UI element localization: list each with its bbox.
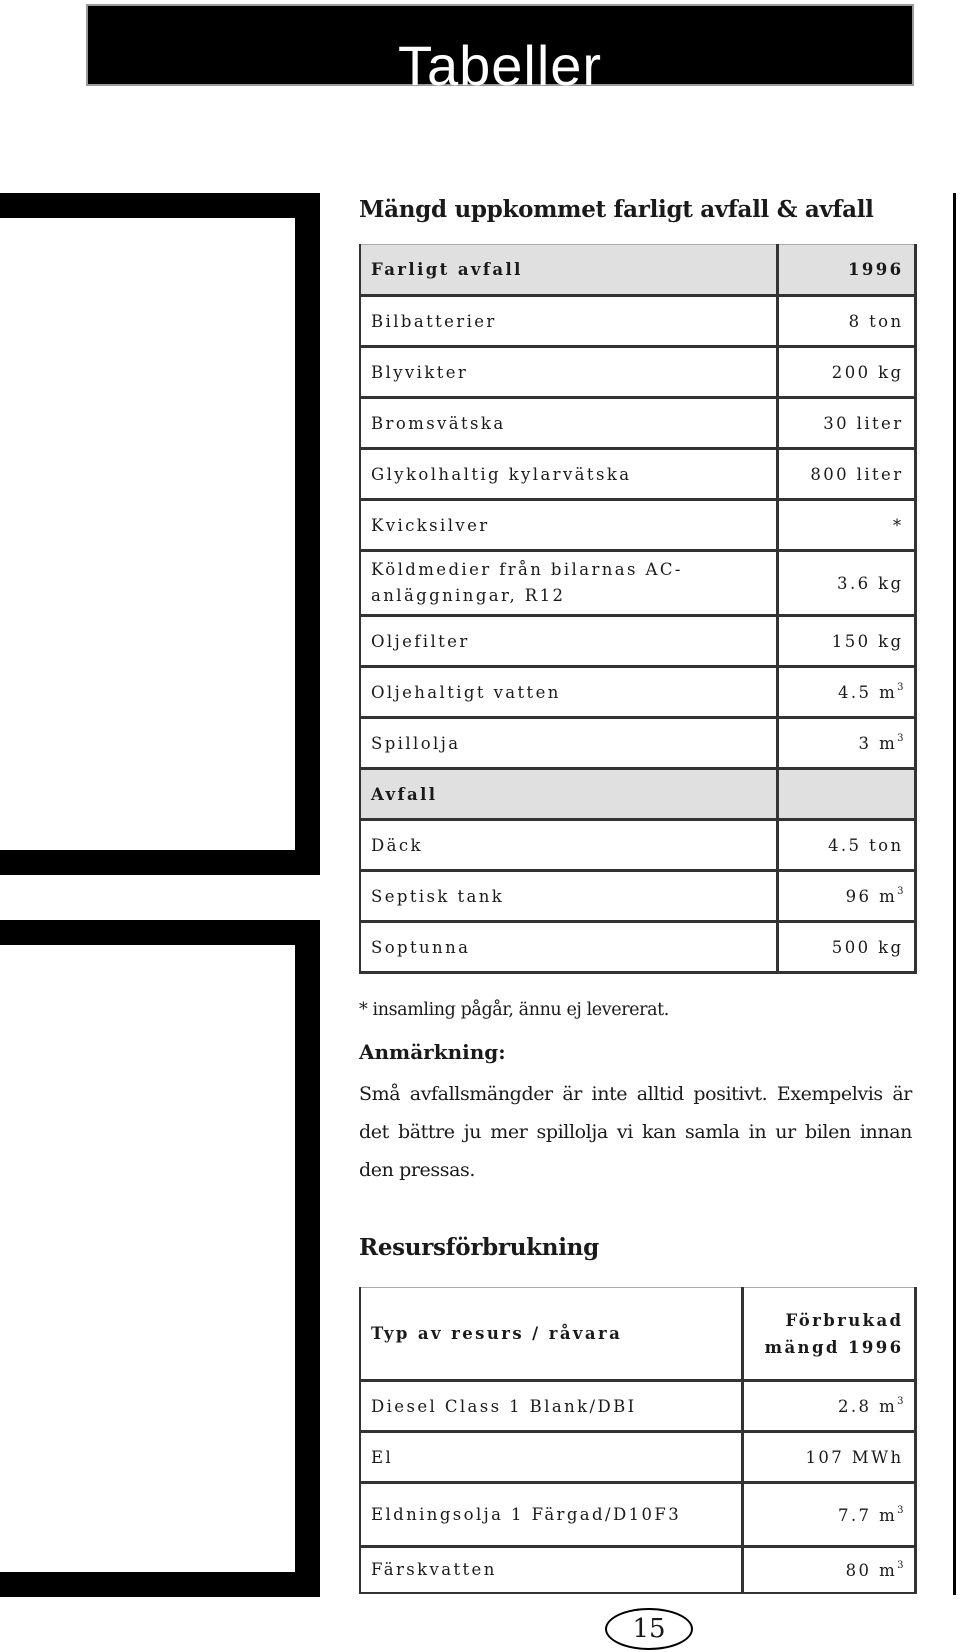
table-row xyxy=(360,616,915,667)
row-value: 3 $m^3$ xyxy=(777,718,915,769)
row-value: * xyxy=(777,500,915,551)
table-subheader-row xyxy=(360,769,915,820)
decor-bracket-top-bar xyxy=(0,193,320,218)
table-row xyxy=(360,296,915,347)
table-row xyxy=(360,449,915,500)
unit-superscript: 3 xyxy=(897,886,904,897)
unit-superscript: 3 xyxy=(897,1559,904,1571)
row-value: 150 kg xyxy=(777,616,915,667)
decor-bracket-top-foot xyxy=(0,850,320,875)
row-value: 4.5 $m^3$ xyxy=(777,667,915,718)
table-row xyxy=(360,871,915,922)
unit-superscript: 3 xyxy=(897,1396,904,1407)
footnote: * insamling pågår, ännu ej levererat. xyxy=(359,1000,669,1020)
decor-bracket-top-stem xyxy=(295,193,320,875)
row-label: Spillolja xyxy=(360,718,777,769)
table-row xyxy=(360,1547,915,1593)
table-row xyxy=(360,922,915,973)
page-title: Tabeller xyxy=(397,34,603,97)
table-row xyxy=(360,820,915,871)
row-value: 8 ton xyxy=(777,296,915,347)
row-label: Kvicksilver xyxy=(360,500,777,551)
remark-text: Små avfallsmängder är inte alltid positivt. Exempelvis är det bättre ju mer spillolja vi kan samla in ur bilen innan den pressas. xyxy=(359,1083,912,1181)
unit-superscript: 3 xyxy=(897,1504,904,1516)
row-value: 7.7 $m^3$ xyxy=(742,1483,915,1547)
table-row xyxy=(360,398,915,449)
subheader-value xyxy=(777,769,915,820)
table-header-row xyxy=(360,245,915,296)
page-number: 15 xyxy=(605,1608,693,1650)
decor-right-rule xyxy=(953,193,956,1595)
row-value: 4.5 ton xyxy=(777,820,915,871)
row-label: Däck xyxy=(360,820,777,871)
header-value: Förbrukad mängd 1996 xyxy=(742,1288,915,1381)
row-value: 80 $m^3$ xyxy=(742,1547,915,1593)
table-row xyxy=(360,1381,915,1432)
table-row xyxy=(360,667,915,718)
table-row xyxy=(360,500,915,551)
decor-bracket-bottom-stem xyxy=(295,920,320,1597)
page-banner xyxy=(86,4,914,97)
table-row xyxy=(360,718,915,769)
unit-superscript: 3 xyxy=(897,682,904,693)
row-label: Eldningsolja 1 Färgad/D10F3 xyxy=(360,1483,742,1547)
section-heading-waste: Mängd uppkommet farligt avfall & avfall xyxy=(359,196,874,223)
row-label: Bromsvätska xyxy=(360,398,777,449)
table-header-row xyxy=(360,1288,915,1381)
row-label: Oljefilter xyxy=(360,616,777,667)
row-value: 2.8 $m^3$ xyxy=(742,1381,915,1432)
decor-bracket-bottom-foot xyxy=(0,1572,320,1597)
remark-heading: Anmärkning: xyxy=(359,1040,506,1064)
resource-table xyxy=(359,1287,917,1594)
table-row xyxy=(360,1432,915,1483)
header-label: Typ av resurs / råvara xyxy=(360,1288,742,1381)
subheader-label: Avfall xyxy=(360,769,777,820)
row-value: 800 liter xyxy=(777,449,915,500)
header-year: 1996 xyxy=(777,245,915,296)
header-label: Farligt avfall xyxy=(360,245,777,296)
row-label: Blyvikter xyxy=(360,347,777,398)
row-label: Glykolhaltig kylarvätska xyxy=(360,449,777,500)
row-value: 30 liter xyxy=(777,398,915,449)
row-value: 500 kg xyxy=(777,922,915,973)
row-value: 107 MWh xyxy=(742,1432,915,1483)
waste-table xyxy=(359,244,917,974)
table-row xyxy=(360,551,915,616)
row-label: Septisk tank xyxy=(360,871,777,922)
row-value: 3.6 kg xyxy=(777,551,915,616)
table-row xyxy=(360,1483,915,1547)
decor-bracket-bottom-bar xyxy=(0,920,320,945)
section-heading-resources: Resursförbrukning xyxy=(359,1234,599,1261)
row-label: Oljehaltigt vatten xyxy=(360,667,777,718)
row-value: 96 $m^3$ xyxy=(777,871,915,922)
row-label: Färskvatten xyxy=(360,1547,742,1593)
table-row xyxy=(360,347,915,398)
row-label: Bilbatterier xyxy=(360,296,777,347)
row-label: Köldmedier från bilarnas AC-anläggningar, R12 xyxy=(360,551,777,616)
row-label: El xyxy=(360,1432,742,1483)
row-label: Soptunna xyxy=(360,922,777,973)
row-label: Diesel Class 1 Blank/DBI xyxy=(360,1381,742,1432)
unit-superscript: 3 xyxy=(897,733,904,744)
row-value: 200 kg xyxy=(777,347,915,398)
